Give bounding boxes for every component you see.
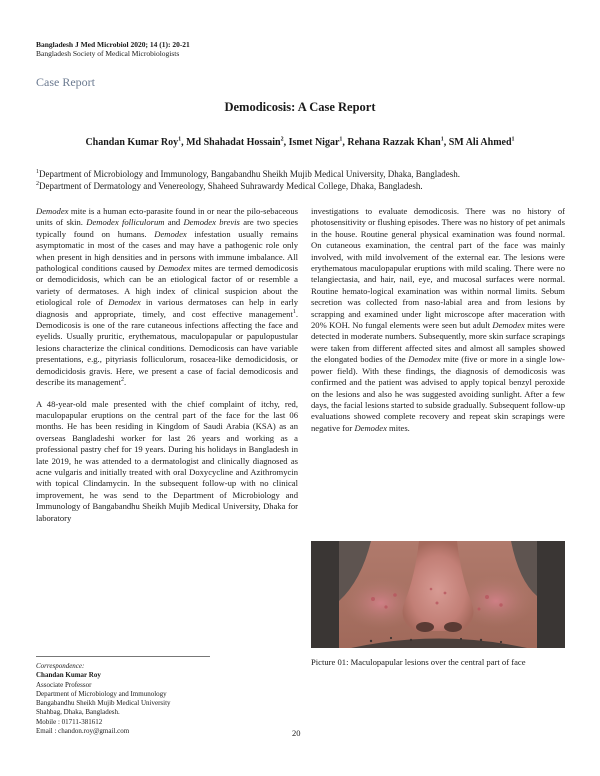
figure-caption: Picture 01: Maculopapular lesions over the central part of face (311, 657, 526, 667)
body-paragraph: A 48-year-old male presented with the chief complaint of itchy, red, maculopapular eruptions on the central part of the face for the last 06 months. He has been residing in Kingdom of Saudi Arabia (KSA) as an overseas Bangladeshi worker for last 26 years and working as a professional pastry chef for 19 years. During his holidays in Bangladesh in late 2019, he was attended to a dermatologist and clinically diagnosed as acne vulgaris and initially treated with oral Doxycycline and Azithromycin with topical Clindamycin. In the subsequent follow-up with no clinical improvement, he was send to the Department of Microbiology and Immunology of Bangabandhu Sheikh Mujib Medical University, Dhaka for laboratory (36, 398, 298, 523)
affiliation: $^2$Department of Dermatology and Venereology, Shaheed Suhrawardy Medical College, Dhaka, Bangladesh. (36, 181, 423, 191)
author: Rehana Razzak Khan$^1$ (347, 136, 444, 148)
correspondence-block (36, 662, 171, 736)
correspondence-line: Bangabandhu Sheikh Mujib Medical University (36, 699, 171, 708)
section-label: Case Report (36, 75, 95, 89)
author: Chandan Kumar Roy$^1$ (85, 136, 182, 148)
correspondence-heading: Correspondence: (36, 662, 85, 670)
journal-header (36, 40, 190, 58)
correspondence-line: Shahbag, Dhaka, Bangladesh. (36, 708, 120, 717)
footnote-divider (36, 656, 210, 657)
author: Ismet Nigar$^1$ (288, 136, 343, 148)
body-column-right (311, 206, 565, 444)
author-list: Chandan Kumar Roy$^1$, Md Shahadat Hossain$^2$, Ismet Nigar$^1$, Rehana Razzak Khan$^1$, SM Ali Ahmed$^1$ (85, 136, 515, 148)
clinical-photo (311, 541, 565, 648)
body-paragraph: investigations to evaluate demodicosis. There was no history of photosensitivity or flushing episodes. There was no history of pet animals in the house. Routine general physical examination was found normal. On cutaneous examination, the central part of the face was mainly involved, with mild involvement of the external ear. The lesions were erythematous maculopapular eruptions with mild scaling. There were no telangiectasia, and hair, nail, eye, and mucosal surfaces were normal. Routine hemato-logical examination was within normal limits. Sebum secretion was collected from naso-labial area and from lesions by scrapping and examined under light microscope after maceration with 20% KOH. No fungal elements were seen but adult Demodex mites were detected in moderate numbers. Subsequently, more skin surface scrapings were taken from different affected sites and almost all samples showed the elongated bodies of the Demodex mite (five or more in a single low-power field). With these findings, the diagnosis of demodicosis was confirmed and the patient was advised to apply topical benzyl peroxide on the lesions and also he was suggested avoiding sunlight. After a few days, the facial lesions started to subside gradually. Subsequent follow-up evaluations showed complete recovery and repeat skin scrapings were negative for Demodex mites. (311, 206, 565, 433)
body-column-left (36, 206, 298, 534)
affiliation: $^1$Department of Microbiology and Immunology, Bangabandhu Sheikh Mujib Medical University, Dhaka, Bangladesh. (36, 169, 461, 179)
page-number: 20 (292, 728, 301, 738)
correspondence-name: Chandan Kumar Roy (36, 671, 101, 680)
journal-citation: Bangladesh J Med Microbiol 2020; 14 (1): 20-21 (36, 40, 190, 49)
correspondence-line: Email : chandon.roy@gmail.com (36, 727, 130, 736)
author: SM Ali Ahmed$^1$ (448, 136, 515, 148)
article-title: Demodicosis: A Case Report (224, 100, 376, 114)
journal-society: Bangladesh Society of Medical Microbiologists (36, 49, 180, 58)
affiliations (36, 168, 576, 192)
body-paragraph: Demodex mite is a human ecto-parasite found in or near the pilo-sebaceous units of skin. Demodex folliculorum and Demodex brevis are two species typically found on humans. Demodex infestation usually remains asymptomatic in most of the cases and may have a pathogenic role only when present in high densities and in persons with immune imbalance. All pathological conditions caused by Demodex mites are termed demodicosis or demodicidosis, which can be an etiological factor of or resemble a variety of dermatoses. A high index of clinical suspicion about the etiological role of Demodex in various dermatoses can help in early diagnosis and appropriate, timely, and cost effective management$^1$. Demodicosis is one of the rare cutaneous infections affecting the face and eyelids. Usually pruritic, erythematous, maculopapular or papulopustular lesions characterize the clinical conditions. Demodicosis can have variable presentations, e.g., pityriasis folliculorum, rosacea-like demodicidosis, or demodicidosis gravis. Here, we present a case of facial demodicosis and describe its management$^2$. (36, 206, 298, 388)
correspondence-line: Department of Microbiology and Immunology (36, 689, 167, 698)
author: Md Shahadat Hossain$^2$ (186, 136, 284, 148)
correspondence-line: Associate Professor (36, 680, 92, 689)
correspondence-line: Mobile : 01711-381612 (36, 717, 103, 726)
